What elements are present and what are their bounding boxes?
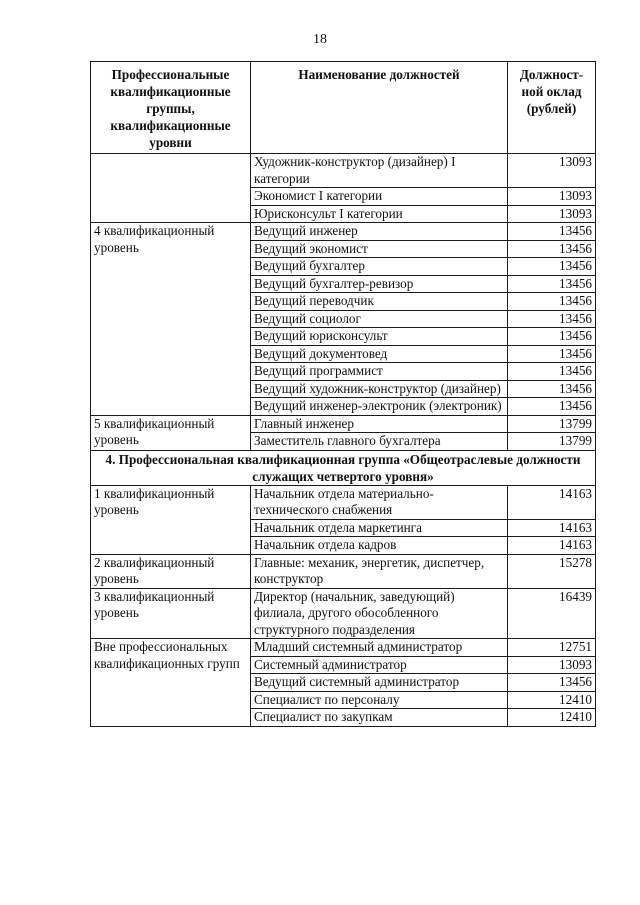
salary-value: 13456 xyxy=(508,275,596,293)
salary-value: 13456 xyxy=(508,328,596,346)
position-name: Ведущий программист xyxy=(251,363,508,381)
position-name: Начальник отдела маркетинга xyxy=(251,519,508,537)
salary-value: 13456 xyxy=(508,240,596,258)
table-row xyxy=(91,639,596,657)
qualification-level: 3 квалификационный уровень xyxy=(91,588,251,639)
position-name: Ведущий художник-конструктор (дизайнер) xyxy=(251,380,508,398)
position-name: Главный инженер xyxy=(251,415,508,433)
position-name: Ведущий инженер-электроник (электроник) xyxy=(251,398,508,416)
page-number: 18 xyxy=(313,32,327,47)
salary-value: 13093 xyxy=(508,656,596,674)
salary-value: 13456 xyxy=(508,293,596,311)
position-name: Ведущий юрисконсульт xyxy=(251,328,508,346)
salary-value: 12410 xyxy=(508,709,596,727)
salary-value: 12410 xyxy=(508,691,596,709)
position-name: Главные: механик, энергетик, диспетчер, конструктор xyxy=(251,554,508,588)
position-name: Экономист I категории xyxy=(251,188,508,206)
salary-value: 13456 xyxy=(508,345,596,363)
qualification-level: 4 квалификационный уровень xyxy=(91,223,251,416)
section-heading: 4. Профессиональная квалификационная группа «Общеотраслевые должности служащих четвертого уровня» xyxy=(91,450,596,485)
salary-table xyxy=(90,61,596,727)
salary-value: 13093 xyxy=(508,154,596,188)
position-name: Начальник отдела кадров xyxy=(251,537,508,555)
table-header-row xyxy=(91,62,596,154)
position-name: Ведущий инженер xyxy=(251,223,508,241)
position-name: Ведущий переводчик xyxy=(251,293,508,311)
table-body xyxy=(91,154,596,727)
salary-value: 13456 xyxy=(508,674,596,692)
salary-value: 12751 xyxy=(508,639,596,657)
position-name: Ведущий бухгалтер-ревизор xyxy=(251,275,508,293)
position-name: Ведущий системный администратор xyxy=(251,674,508,692)
salary-value: 14163 xyxy=(508,485,596,519)
qualification-level xyxy=(91,154,251,223)
salary-value: 14163 xyxy=(508,519,596,537)
section-heading-row xyxy=(91,450,596,485)
position-name: Ведущий документовед xyxy=(251,345,508,363)
salary-value: 16439 xyxy=(508,588,596,639)
salary-value: 13093 xyxy=(508,188,596,206)
position-name: Директор (начальник, заведующий) филиала, другого обособленного структурного подразделения xyxy=(251,588,508,639)
salary-value: 13456 xyxy=(508,398,596,416)
qualification-level: 2 квалификационный уровень xyxy=(91,554,251,588)
salary-value: 13456 xyxy=(508,223,596,241)
position-name: Ведущий экономист xyxy=(251,240,508,258)
table-row xyxy=(91,588,596,639)
table-row xyxy=(91,415,596,433)
position-name: Начальник отдела материально-технического снабжения xyxy=(251,485,508,519)
salary-value: 15278 xyxy=(508,554,596,588)
salary-value: 13456 xyxy=(508,310,596,328)
position-name: Заместитель главного бухгалтера xyxy=(251,433,508,451)
header-qualification-groups: Профессиональные квалификационные группы, квалификационные уровни xyxy=(91,62,251,154)
table-row xyxy=(91,485,596,519)
qualification-level: 5 квалификационный уровень xyxy=(91,415,251,450)
table-row xyxy=(91,554,596,588)
qualification-level: Вне профессиональных квалификационных групп xyxy=(91,639,251,727)
table-row xyxy=(91,223,596,241)
position-name: Художник-конструктор (дизайнер) I категории xyxy=(251,154,508,188)
position-name: Специалист по персоналу xyxy=(251,691,508,709)
position-name: Ведущий социолог xyxy=(251,310,508,328)
header-position-names: Наименование должностей xyxy=(251,62,508,154)
table-row xyxy=(91,154,596,188)
header-salary: Должност-ной оклад (рублей) xyxy=(508,62,596,154)
salary-value: 13093 xyxy=(508,205,596,223)
position-name: Юрисконсульт I категории xyxy=(251,205,508,223)
position-name: Ведущий бухгалтер xyxy=(251,258,508,276)
qualification-level: 1 квалификационный уровень xyxy=(91,485,251,554)
salary-value: 13456 xyxy=(508,380,596,398)
salary-value: 13799 xyxy=(508,433,596,451)
position-name: Специалист по закупкам xyxy=(251,709,508,727)
position-name: Младший системный администратор xyxy=(251,639,508,657)
salary-value: 13799 xyxy=(508,415,596,433)
salary-value: 13456 xyxy=(508,363,596,381)
position-name: Системный администратор xyxy=(251,656,508,674)
salary-value: 13456 xyxy=(508,258,596,276)
salary-value: 14163 xyxy=(508,537,596,555)
